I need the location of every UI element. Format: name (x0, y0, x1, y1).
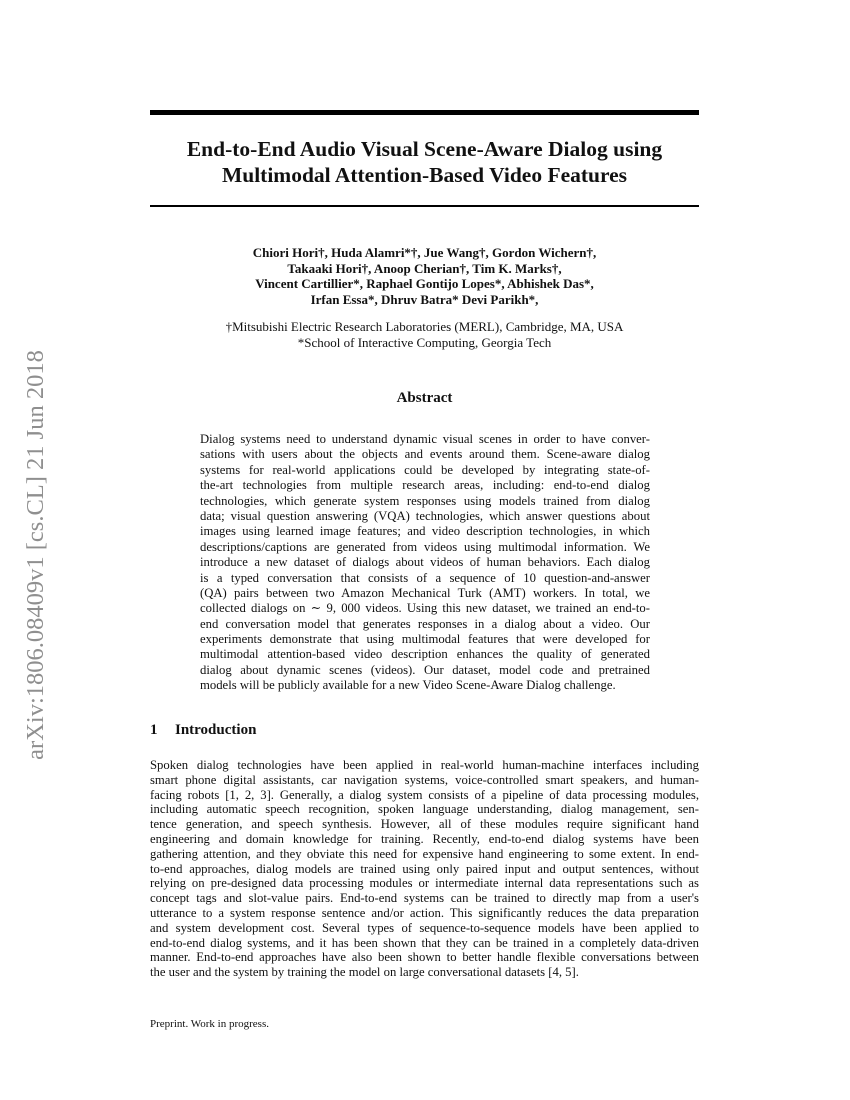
author-line: Irfan Essa*, Dhruv Batra* Devi Parikh*, (310, 291, 539, 307)
abstract-text (200, 432, 650, 694)
abstract-heading: Abstract (396, 390, 453, 406)
body-line: including automatic speech recognition, spoken language understanding, dialog management, sen- (150, 802, 699, 817)
footer-note: Preprint. Work in progress. (150, 1018, 269, 1030)
abstract-line: sations with users about the objects and events around them. Scene-aware dialog (200, 447, 650, 462)
body-line: facing robots [1, 2, 3]. Generally, a dialog system consists of a pipeline of data processing modules, (150, 787, 699, 802)
section-heading-introduction (150, 722, 256, 739)
abstract-line: (QA) pairs between two Amazon Mechanical Turk (AMT) workers. In total, we (200, 585, 650, 600)
section-title: Introduction (175, 722, 257, 738)
body-line: Spoken dialog technologies have been applied in real-world human-machine interfaces including (150, 758, 699, 772)
abstract-line: technologies, which generate system responses using models trained from dialog (200, 493, 650, 508)
abstract-line: models will be publicly available for a new Video Scene-Aware Dialog challenge. (200, 678, 616, 693)
body-line: engineering and domain knowledge for training. Recently, end-to-end dialog systems have been (150, 831, 699, 846)
body-line: and system development cost. Several types of sequence-to-sequence models have been applied to (150, 920, 699, 935)
abstract-line: is a typed conversation that consists of a sequence of 10 question-and-answer (200, 570, 650, 585)
paper-title (150, 136, 699, 188)
arxiv-stamp: arXiv:1806.08409v1 [cs.CL] 21 Jun 2018 (22, 350, 49, 760)
body-line: to-end approaches, dialog models are trained using only paired input and output sentences, without (150, 861, 699, 876)
body-line: concept tags and slot-value pairs. End-to-end systems can be trained to directly map from a user's (150, 891, 699, 906)
author-line: Vincent Cartillier*, Raphael Gontijo Lopes*, Abhishek Das*, (255, 276, 594, 291)
body-line: end-to-end dialog systems, and it has been shown that they can be trained in a completely data-driven (150, 935, 699, 950)
abstract-line: experiments demonstrate that using multimodal features that were developed for (200, 632, 650, 647)
abstract-line: the-art technologies from multiple research areas, including: end-to-end dialog (200, 478, 650, 493)
abstract-line: multimodal attention-based video description enhances the quality of generated (200, 647, 650, 662)
affiliations (150, 319, 699, 350)
abstract-line: introduce a new dataset of dialogs about videos of human behaviors. Each dialog (200, 555, 650, 570)
abstract-line: collected dialogs on ∼ 9, 000 videos. Using this new dataset, we trained an end-to- (200, 601, 650, 616)
body-line: manner. End-to-end approaches have also been shown to better handle flexible conversations between (150, 950, 699, 965)
affiliation-line: *School of Interactive Computing, Georgia Tech (297, 334, 552, 350)
abstract-line: dialog about dynamic scenes (videos). Our dataset, model code and pretrained (200, 662, 650, 677)
abstract-line: descriptions/captions are generated from videos using multimodal information. We (200, 539, 650, 554)
body-line: utterance to a system response sentence and/or action. This significantly reduces the data preparation (150, 905, 699, 920)
abstract-line: systems for real-world applications could be developed by integrating state-of- (200, 462, 650, 477)
body-line: smart phone digital assistants, car navigation systems, voice-controlled smart speakers, and human- (150, 772, 699, 787)
title-line: End-to-End Audio Visual Scene-Aware Dialog using (186, 137, 663, 161)
section-number: 1 (150, 722, 158, 738)
author-line: Chiori Hori†, Huda Alamri*†, Jue Wang†, Gordon Wichern†, (252, 245, 597, 260)
title-bottom-rule (150, 205, 699, 207)
title-line: Multimodal Attention-Based Video Features (221, 163, 628, 187)
author-list (150, 245, 699, 307)
body-line: the user and the system by training the model on large conversational datasets [4, 5]. (150, 965, 579, 980)
abstract-line: images using learned image features; and video description technologies, in which (200, 524, 650, 539)
title-top-rule (150, 110, 699, 115)
introduction-text (150, 758, 699, 980)
body-line: tence generation, and speech synthesis. However, all of these modules require significant hand (150, 817, 699, 832)
author-line: Takaaki Hori†, Anoop Cherian†, Tim K. Marks†, (287, 260, 562, 276)
abstract-line: Dialog systems need to understand dynamic visual scenes in order to have conver- (200, 432, 650, 446)
abstract-line: end conversation model that generates responses in a dialog about a video. Our (200, 616, 650, 631)
abstract-line: data; visual question answering (VQA) technologies, which answer questions about (200, 508, 650, 523)
affiliation-line: †Mitsubishi Electric Research Laboratories (MERL), Cambridge, MA, USA (225, 319, 624, 334)
body-line: relying on pre-designed data processing modules or intermediate internal data representations such as (150, 876, 699, 891)
body-line: gathering attention, and they obviate this need for expensive hand engineering to some extent. In end- (150, 846, 699, 861)
